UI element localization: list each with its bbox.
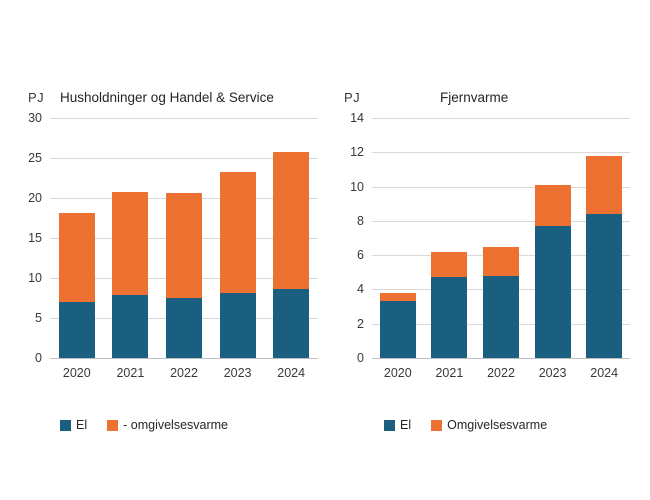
legend-swatch bbox=[431, 420, 442, 431]
bar-group bbox=[380, 118, 416, 358]
bar-group bbox=[273, 118, 309, 358]
legend-item[interactable] bbox=[384, 418, 411, 432]
y-axis-tick-label: 10 bbox=[350, 179, 364, 194]
bar-segment bbox=[431, 252, 467, 278]
bar-group bbox=[483, 118, 519, 358]
y-axis-unit-label-left: PJ bbox=[28, 90, 45, 105]
plot-area-right bbox=[350, 111, 630, 380]
x-axis-line bbox=[372, 358, 630, 359]
legend-item[interactable] bbox=[431, 418, 547, 432]
bar-segment bbox=[535, 226, 571, 358]
bar-group bbox=[220, 118, 256, 358]
legend-item[interactable] bbox=[107, 418, 228, 432]
bar-segment bbox=[220, 293, 256, 358]
legend-label: El bbox=[400, 418, 412, 432]
bar-group bbox=[535, 118, 571, 358]
bar-segment bbox=[431, 277, 467, 358]
legend-label: - omgivelsesvarme bbox=[123, 418, 229, 432]
bar-group bbox=[166, 118, 202, 358]
chart-title-left: Husholdninger og Handel & Service bbox=[60, 90, 274, 105]
bar-segment bbox=[112, 295, 148, 358]
bar-segment bbox=[586, 214, 622, 358]
y-axis-tick-label: 10 bbox=[28, 271, 42, 285]
x-axis-tick-label: 2024 bbox=[277, 366, 306, 380]
bar-segment bbox=[273, 289, 309, 358]
y-axis-tick-label: 20 bbox=[28, 191, 42, 205]
legend-item[interactable] bbox=[60, 418, 87, 432]
x-axis-tick-label: 2023 bbox=[538, 366, 567, 380]
y-axis-tick-label: 14 bbox=[350, 111, 364, 125]
legend-label: El bbox=[76, 418, 88, 432]
y-axis-tick-label: 8 bbox=[357, 213, 364, 228]
y-axis-tick-label: 30 bbox=[28, 111, 42, 125]
bar-segment bbox=[380, 301, 416, 358]
plot-area-left bbox=[28, 111, 318, 380]
x-axis-tick-label: 2023 bbox=[223, 366, 252, 380]
bar-segment bbox=[166, 193, 202, 298]
y-axis-tick-label: 6 bbox=[357, 248, 364, 263]
bar-segment bbox=[483, 247, 519, 276]
x-axis-tick-label: 2021 bbox=[116, 366, 145, 380]
x-axis-tick-label: 2022 bbox=[170, 366, 198, 380]
chart-panel-right bbox=[330, 80, 645, 440]
x-axis-tick-label: 2021 bbox=[435, 366, 464, 380]
bar-segment bbox=[220, 172, 256, 294]
chart-legend-left bbox=[60, 418, 242, 432]
bar-group bbox=[431, 118, 467, 358]
legend-swatch bbox=[60, 420, 71, 431]
y-axis-tick-label: 0 bbox=[35, 351, 42, 365]
chart-title-right: Fjernvarme bbox=[440, 90, 509, 105]
bar-segment bbox=[59, 302, 95, 358]
bar-segment bbox=[535, 185, 571, 226]
y-axis-tick-label: 4 bbox=[357, 282, 364, 297]
y-axis-tick-label: 0 bbox=[357, 351, 364, 365]
y-axis-unit-label-right: PJ bbox=[344, 90, 361, 105]
x-axis-line bbox=[50, 358, 318, 359]
y-axis-tick-label: 2 bbox=[357, 316, 364, 331]
legend-swatch bbox=[107, 420, 118, 431]
bar-segment bbox=[380, 293, 416, 302]
bar-segment bbox=[586, 156, 622, 214]
x-axis-tick-label: 2024 bbox=[590, 366, 619, 380]
x-axis-tick-label: 2020 bbox=[62, 366, 91, 380]
bar-segment bbox=[59, 213, 95, 302]
bar-segment bbox=[112, 192, 148, 294]
bar-segment bbox=[166, 298, 202, 358]
bar-segment bbox=[273, 152, 309, 289]
legend-swatch bbox=[384, 420, 395, 431]
bar-segment bbox=[483, 276, 519, 358]
bar-group bbox=[59, 118, 95, 358]
chart-panel-left bbox=[8, 80, 328, 440]
y-axis-tick-label: 5 bbox=[35, 311, 42, 325]
chart-legend-right bbox=[384, 418, 561, 432]
y-axis-tick-label: 12 bbox=[350, 145, 364, 160]
y-axis-tick-label: 25 bbox=[28, 151, 42, 165]
x-axis-tick-label: 2022 bbox=[487, 366, 515, 380]
x-axis-tick-label: 2020 bbox=[383, 366, 412, 380]
bar-group bbox=[112, 118, 148, 358]
legend-label: Omgivelsesvarme bbox=[447, 418, 548, 432]
bar-group bbox=[586, 118, 622, 358]
y-axis-tick-label: 15 bbox=[28, 231, 42, 245]
